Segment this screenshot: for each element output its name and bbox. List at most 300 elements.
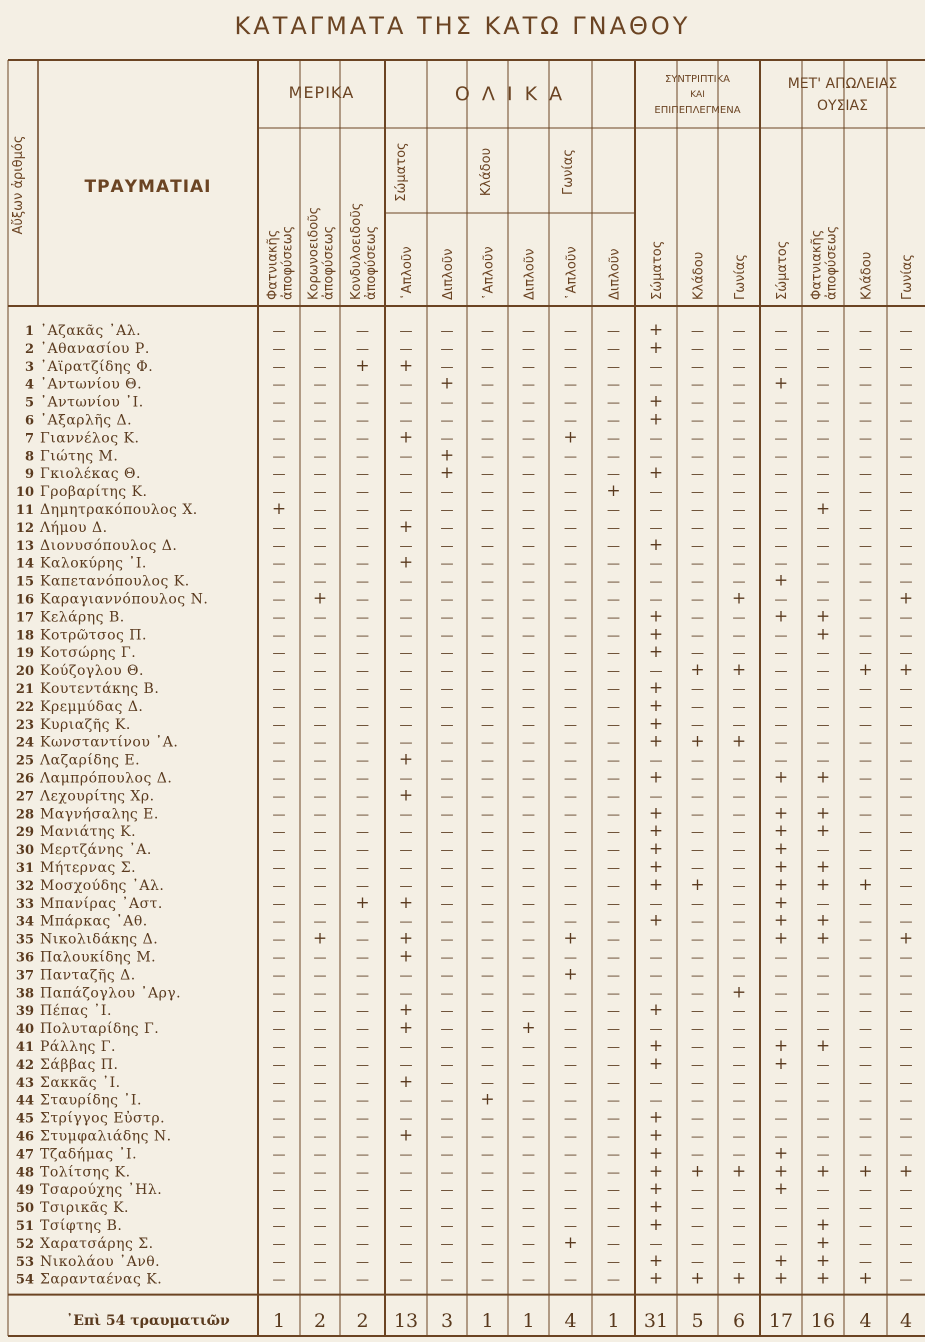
cell-mark: — bbox=[732, 807, 746, 823]
cell-mark: — bbox=[899, 789, 913, 805]
row-name: Παπάζογλου ᾿Αργ. bbox=[40, 985, 182, 1002]
cell-mark: — bbox=[399, 1147, 413, 1163]
cell-mark: + bbox=[858, 1161, 873, 1182]
cell-mark: — bbox=[313, 431, 327, 447]
cell-mark: — bbox=[522, 1004, 535, 1020]
cell-mark: — bbox=[522, 556, 535, 572]
row-number: 37 bbox=[15, 968, 34, 984]
cell-mark: — bbox=[607, 520, 620, 536]
column-header-8: Διπλοῦν bbox=[607, 248, 623, 300]
cell-mark: — bbox=[691, 520, 704, 536]
row-name: Λαμπρόπουλος Δ. bbox=[40, 770, 173, 787]
cell-mark: — bbox=[564, 1093, 577, 1109]
cell-mark: — bbox=[440, 1254, 454, 1270]
cell-mark: — bbox=[899, 574, 913, 590]
cell-mark: + bbox=[521, 1018, 536, 1039]
cell-mark: + bbox=[773, 1179, 789, 1200]
cell-mark: — bbox=[399, 986, 413, 1002]
cell-mark: + bbox=[271, 499, 287, 519]
cell-mark: — bbox=[859, 592, 872, 608]
cell-mark: — bbox=[481, 682, 494, 697]
row-number: 25 bbox=[15, 753, 34, 769]
cell-mark: — bbox=[481, 1236, 494, 1252]
cell-mark: — bbox=[649, 1093, 663, 1109]
cell-mark: + bbox=[898, 588, 914, 609]
cell-mark: — bbox=[859, 807, 872, 823]
cell-mark: — bbox=[399, 1040, 413, 1055]
cell-mark: — bbox=[481, 574, 494, 590]
cell-mark: — bbox=[399, 1111, 413, 1127]
group-header-comminuted-2: ΚΑΙ bbox=[690, 90, 705, 100]
cell-mark: — bbox=[272, 1093, 286, 1109]
column-header-5: ῾Απλοῦν bbox=[481, 246, 497, 300]
cell-mark: — bbox=[899, 377, 913, 393]
cell-mark: — bbox=[356, 485, 369, 501]
cell-mark: — bbox=[859, 896, 872, 912]
cell-mark: — bbox=[816, 1057, 830, 1073]
cell-mark: + bbox=[690, 874, 705, 895]
cell-mark: — bbox=[859, 682, 872, 697]
cell-mark: — bbox=[313, 789, 327, 805]
cell-mark: — bbox=[816, 664, 830, 680]
cell-mark: — bbox=[816, 341, 830, 357]
cell-mark: — bbox=[481, 1254, 494, 1270]
cell-mark: — bbox=[899, 968, 913, 984]
cell-mark: — bbox=[774, 735, 788, 751]
cell-mark: — bbox=[607, 1183, 620, 1199]
cell-mark: — bbox=[899, 1272, 913, 1288]
cell-mark: — bbox=[522, 1057, 535, 1073]
cell-mark: — bbox=[816, 986, 830, 1002]
cell-mark: — bbox=[522, 592, 535, 608]
cell-mark: — bbox=[691, 1236, 704, 1252]
cell-mark: + bbox=[773, 892, 789, 913]
row-name: Κωνσταντίνου ᾿Α. bbox=[40, 734, 179, 751]
cell-mark: — bbox=[899, 1004, 913, 1020]
cell-mark: — bbox=[522, 861, 535, 876]
cell-mark: — bbox=[313, 324, 327, 339]
cell-mark: — bbox=[481, 789, 494, 805]
cell-mark: + bbox=[398, 928, 414, 949]
row-number: 4 bbox=[24, 377, 34, 393]
cell-mark: — bbox=[564, 628, 577, 644]
cell-mark: — bbox=[440, 735, 454, 751]
row-number: 20 bbox=[15, 664, 34, 680]
cell-mark: — bbox=[564, 1111, 577, 1127]
cell-mark: — bbox=[481, 753, 494, 769]
total-value: 13 bbox=[393, 1310, 419, 1332]
cell-mark: — bbox=[607, 932, 620, 948]
row-name: Διονυσόπουλος Δ. bbox=[40, 537, 178, 554]
cell-mark: — bbox=[691, 592, 704, 608]
cell-mark: — bbox=[356, 592, 369, 608]
cell-mark: — bbox=[649, 503, 663, 518]
cell-mark: — bbox=[481, 1183, 494, 1199]
cell-mark: — bbox=[774, 520, 788, 536]
cell-mark: — bbox=[399, 664, 413, 680]
row-number: 32 bbox=[15, 878, 34, 894]
cell-mark: — bbox=[564, 1057, 577, 1073]
cell-mark: — bbox=[816, 682, 830, 697]
cell-mark: — bbox=[816, 413, 830, 429]
cell-mark: — bbox=[440, 538, 454, 554]
cell-mark: — bbox=[774, 1129, 788, 1145]
column-header-13: ἀποφύσεως bbox=[824, 225, 840, 300]
cell-mark: — bbox=[859, 1093, 872, 1109]
cell-mark: — bbox=[522, 449, 535, 465]
cell-mark: — bbox=[816, 556, 830, 572]
cell-mark: — bbox=[399, 1057, 413, 1073]
cell-mark: — bbox=[691, 359, 704, 375]
cell-mark: + bbox=[773, 839, 789, 860]
column-header-7: ῾Απλοῦν bbox=[564, 246, 580, 300]
column-header-4: Διπλοῦν bbox=[441, 248, 456, 300]
subgroup-label-1: Κλάδου bbox=[479, 147, 494, 197]
row-name: Δημητρακόπουλος Χ. bbox=[40, 502, 198, 518]
cell-mark: — bbox=[481, 556, 494, 572]
cell-mark: — bbox=[440, 1219, 454, 1234]
cell-mark: — bbox=[732, 878, 746, 894]
cell-mark: — bbox=[356, 789, 369, 805]
cell-mark: — bbox=[816, 467, 830, 483]
cell-mark: — bbox=[356, 628, 369, 644]
cell-mark: — bbox=[481, 735, 494, 751]
cell-mark: + bbox=[398, 552, 414, 573]
cell-mark: — bbox=[356, 1183, 369, 1199]
cell-mark: — bbox=[899, 896, 913, 912]
column-header-2: Κονδυλοειδοῦς bbox=[349, 202, 364, 300]
cell-mark: — bbox=[899, 1022, 913, 1038]
cell-mark: — bbox=[481, 1111, 494, 1127]
cell-mark: — bbox=[691, 861, 704, 876]
cell-mark: — bbox=[522, 503, 535, 518]
row-number: 49 bbox=[15, 1183, 34, 1199]
cell-mark: — bbox=[899, 467, 913, 483]
cell-mark: — bbox=[522, 1040, 535, 1055]
cell-mark: + bbox=[398, 749, 414, 770]
cell-mark: + bbox=[773, 1161, 789, 1182]
cell-mark: — bbox=[522, 431, 535, 447]
cell-mark: — bbox=[732, 413, 746, 429]
cell-mark: — bbox=[356, 538, 369, 554]
cell-mark: — bbox=[440, 1165, 454, 1181]
cell-mark: — bbox=[481, 1022, 494, 1038]
cell-mark: — bbox=[732, 628, 746, 644]
cell-mark: — bbox=[816, 1093, 830, 1109]
cell-mark: — bbox=[272, 1236, 286, 1252]
cell-mark: — bbox=[859, 449, 872, 465]
cell-mark: — bbox=[313, 538, 327, 554]
cell-mark: — bbox=[607, 1111, 620, 1127]
cell-mark: — bbox=[440, 592, 454, 608]
row-name: Χαρατσάρης Σ. bbox=[40, 1235, 154, 1252]
row-number: 12 bbox=[15, 520, 34, 536]
cell-mark: — bbox=[691, 377, 704, 393]
cell-mark: — bbox=[522, 968, 535, 984]
cell-mark: — bbox=[649, 377, 663, 393]
cell-mark: — bbox=[440, 825, 454, 841]
cell-mark: — bbox=[440, 843, 454, 859]
cell-mark: — bbox=[272, 825, 286, 841]
cell-mark: — bbox=[522, 1147, 535, 1163]
row-number: 40 bbox=[15, 1022, 34, 1038]
cell-mark: + bbox=[648, 606, 664, 627]
cell-mark: + bbox=[815, 803, 831, 824]
cell-mark: + bbox=[563, 1232, 578, 1253]
cell-mark: — bbox=[691, 1147, 704, 1163]
cell-mark: — bbox=[272, 807, 286, 823]
cell-mark: — bbox=[691, 771, 704, 787]
cell-mark: — bbox=[481, 717, 494, 733]
cell-mark: + bbox=[858, 660, 873, 681]
cell-mark: — bbox=[899, 986, 913, 1002]
cell-mark: — bbox=[607, 1236, 620, 1252]
cell-mark: — bbox=[313, 628, 327, 644]
cell-mark: — bbox=[732, 538, 746, 554]
cell-mark: — bbox=[732, 914, 746, 930]
row-name: Κελάρης Β. bbox=[40, 609, 125, 626]
cell-mark: — bbox=[564, 1004, 577, 1020]
cell-mark: — bbox=[564, 359, 577, 375]
row-name: Κοτσώρης Γ. bbox=[40, 645, 137, 662]
cell-mark: — bbox=[816, 968, 830, 984]
row-name: Τσιρικᾶς Κ. bbox=[40, 1200, 130, 1217]
cell-mark: — bbox=[522, 467, 535, 483]
cell-mark: — bbox=[816, 950, 830, 966]
cell-mark: — bbox=[899, 359, 913, 375]
cell-mark: — bbox=[356, 1111, 369, 1127]
cell-mark: — bbox=[356, 503, 369, 518]
cell-mark: — bbox=[732, 1254, 746, 1270]
cell-mark: — bbox=[522, 807, 535, 823]
cell-mark: — bbox=[899, 717, 913, 733]
cell-mark: + bbox=[439, 445, 455, 466]
cell-mark: — bbox=[732, 485, 746, 501]
cell-mark: — bbox=[564, 413, 577, 429]
cell-mark: — bbox=[522, 789, 535, 805]
cell-mark: — bbox=[649, 520, 663, 536]
cell-mark: — bbox=[522, 878, 535, 894]
total-value: 17 bbox=[768, 1310, 794, 1332]
cell-mark: — bbox=[691, 1004, 704, 1020]
cell-mark: — bbox=[399, 395, 413, 411]
cell-mark: — bbox=[313, 1022, 327, 1038]
cell-mark: — bbox=[272, 896, 286, 912]
cell-mark: — bbox=[522, 395, 535, 411]
cell-mark: — bbox=[859, 1111, 872, 1127]
group-header-partial: ΜΕΡΙΚΑ bbox=[288, 83, 355, 102]
cell-mark: — bbox=[481, 538, 494, 554]
cell-mark: — bbox=[481, 395, 494, 411]
cell-mark: — bbox=[774, 592, 788, 608]
cell-mark: — bbox=[691, 1057, 704, 1073]
cell-mark: — bbox=[522, 735, 535, 751]
cell-mark: + bbox=[773, 1053, 789, 1074]
cell-mark: — bbox=[564, 1201, 577, 1217]
cell-mark: — bbox=[649, 968, 663, 984]
cell-mark: — bbox=[440, 359, 454, 375]
row-number: 17 bbox=[15, 610, 34, 626]
row-name: Πανταζῆς Δ. bbox=[40, 967, 136, 984]
cell-mark: + bbox=[731, 588, 747, 609]
row-name: Καπετανόπουλος Κ. bbox=[40, 573, 190, 590]
cell-mark: — bbox=[691, 431, 704, 447]
cell-mark: — bbox=[774, 1236, 788, 1252]
cell-mark: — bbox=[564, 682, 577, 697]
cell-mark: — bbox=[774, 1201, 788, 1217]
cell-mark: — bbox=[691, 932, 704, 948]
cell-mark: — bbox=[774, 431, 788, 447]
cell-mark: — bbox=[816, 1183, 830, 1199]
row-name: ᾿Αϊρατζίδης Φ. bbox=[40, 358, 154, 375]
cell-mark: — bbox=[522, 699, 535, 715]
cell-mark: — bbox=[440, 556, 454, 572]
row-name: ᾿Αξαρλῆς Δ. bbox=[40, 412, 133, 429]
cell-mark: — bbox=[481, 431, 494, 447]
cell-mark: + bbox=[773, 910, 789, 931]
cell-mark: — bbox=[899, 753, 913, 769]
cell-mark: — bbox=[440, 610, 454, 626]
cell-mark: + bbox=[773, 1143, 789, 1164]
cell-mark: — bbox=[313, 664, 327, 680]
cell-mark: + bbox=[398, 427, 414, 448]
cell-mark: — bbox=[522, 1201, 535, 1217]
cell-mark: — bbox=[732, 950, 746, 966]
cell-mark: — bbox=[440, 789, 454, 805]
cell-mark: — bbox=[732, 574, 746, 590]
cell-mark: + bbox=[731, 982, 747, 1003]
cell-mark: — bbox=[859, 950, 872, 966]
cell-mark: — bbox=[399, 1219, 413, 1234]
row-name: Μπανίρας ᾿Αστ. bbox=[40, 895, 163, 912]
cell-mark: — bbox=[859, 646, 872, 662]
cell-mark: — bbox=[816, 1147, 830, 1163]
row-number: 42 bbox=[15, 1057, 34, 1073]
cell-mark: + bbox=[648, 1053, 664, 1074]
cell-mark: — bbox=[691, 1183, 704, 1199]
cell-mark: — bbox=[313, 485, 327, 501]
page-title: ΚΑΤΑΓΜΑΤΑ ΤΗΣ ΚΑΤΩ ΓΝΑΘΟΥ bbox=[234, 12, 691, 40]
cell-mark: — bbox=[356, 1022, 369, 1038]
cell-mark: — bbox=[440, 646, 454, 662]
cell-mark: — bbox=[313, 735, 327, 751]
cell-mark: — bbox=[313, 520, 327, 536]
cell-mark: — bbox=[564, 825, 577, 841]
cell-mark: + bbox=[398, 1071, 414, 1092]
cell-mark: — bbox=[272, 1057, 286, 1073]
cell-mark: — bbox=[649, 431, 663, 447]
cell-mark: — bbox=[607, 1004, 620, 1020]
cell-mark: — bbox=[816, 592, 830, 608]
cell-mark: — bbox=[399, 324, 413, 339]
cell-mark: — bbox=[356, 1129, 369, 1145]
row-name: Λεχουρίτης Χρ. bbox=[40, 788, 155, 805]
cell-mark: — bbox=[607, 753, 620, 769]
cell-mark: + bbox=[815, 1232, 831, 1253]
cell-mark: — bbox=[356, 861, 369, 876]
cell-mark: — bbox=[816, 735, 830, 751]
cell-mark: + bbox=[815, 857, 831, 877]
cell-mark: + bbox=[858, 1268, 873, 1289]
cell-mark: — bbox=[440, 968, 454, 984]
column-header-1: Κορωνοειδοῦς bbox=[306, 206, 322, 300]
row-name: Μερτζάνης ᾿Α. bbox=[40, 842, 152, 859]
cell-mark: — bbox=[564, 789, 577, 805]
cell-mark: — bbox=[272, 699, 286, 715]
cell-mark: — bbox=[481, 932, 494, 948]
cell-mark: — bbox=[356, 878, 369, 894]
cell-mark: — bbox=[356, 914, 369, 930]
cell-mark: — bbox=[481, 664, 494, 680]
cell-mark: — bbox=[859, 538, 872, 554]
cell-mark: — bbox=[356, 646, 369, 662]
row-number: 45 bbox=[15, 1111, 34, 1127]
row-name: Πολυταρίδης Γ. bbox=[40, 1021, 160, 1038]
cell-mark: — bbox=[522, 1093, 535, 1109]
cell-mark: — bbox=[649, 449, 663, 465]
cell-mark: — bbox=[649, 1075, 663, 1091]
cell-mark: — bbox=[272, 682, 286, 697]
cell-mark: — bbox=[816, 324, 830, 339]
cell-mark: + bbox=[648, 320, 664, 340]
cell-mark: — bbox=[607, 1219, 620, 1234]
cell-mark: — bbox=[691, 395, 704, 411]
cell-mark: — bbox=[732, 1040, 746, 1055]
cell-mark: — bbox=[607, 1201, 620, 1217]
row-name: Κούζογλου Θ. bbox=[40, 663, 144, 680]
cell-mark: — bbox=[356, 1254, 369, 1270]
total-value: 4 bbox=[564, 1310, 577, 1332]
cell-mark: — bbox=[564, 878, 577, 894]
cell-mark: — bbox=[607, 1022, 620, 1038]
cell-mark: — bbox=[899, 556, 913, 572]
cell-mark: — bbox=[564, 896, 577, 912]
cell-mark: — bbox=[564, 646, 577, 662]
total-value: 3 bbox=[440, 1310, 454, 1332]
cell-mark: — bbox=[649, 359, 663, 375]
cell-mark: — bbox=[440, 628, 454, 644]
cell-mark: — bbox=[774, 950, 788, 966]
cell-mark: + bbox=[648, 767, 664, 788]
cell-mark: — bbox=[481, 503, 494, 518]
cell-mark: — bbox=[899, 1129, 913, 1145]
cell-mark: — bbox=[607, 1057, 620, 1073]
cell-mark: + bbox=[563, 427, 578, 448]
cell-mark: + bbox=[439, 463, 455, 484]
cell-mark: — bbox=[732, 789, 746, 805]
cell-mark: — bbox=[313, 1236, 327, 1252]
cell-mark: — bbox=[440, 413, 454, 429]
cell-mark: — bbox=[522, 1111, 535, 1127]
cell-mark: + bbox=[648, 803, 664, 824]
row-name: Τσαρούχης ᾿Ηλ. bbox=[40, 1182, 163, 1199]
cell-mark: — bbox=[691, 1254, 704, 1270]
cell-mark: + bbox=[815, 1268, 831, 1289]
cell-mark: — bbox=[649, 574, 663, 590]
cell-mark: — bbox=[607, 467, 620, 483]
cell-mark: — bbox=[564, 735, 577, 751]
cell-mark: — bbox=[607, 538, 620, 554]
cell-mark: — bbox=[440, 932, 454, 948]
cell-mark: — bbox=[649, 986, 663, 1002]
cell-mark: — bbox=[399, 968, 413, 984]
cell-mark: — bbox=[440, 574, 454, 590]
cell-mark: + bbox=[398, 355, 414, 376]
row-number: 39 bbox=[15, 1004, 34, 1020]
cell-mark: — bbox=[272, 574, 286, 590]
total-value: 4 bbox=[859, 1310, 872, 1332]
cell-mark: — bbox=[607, 449, 620, 465]
